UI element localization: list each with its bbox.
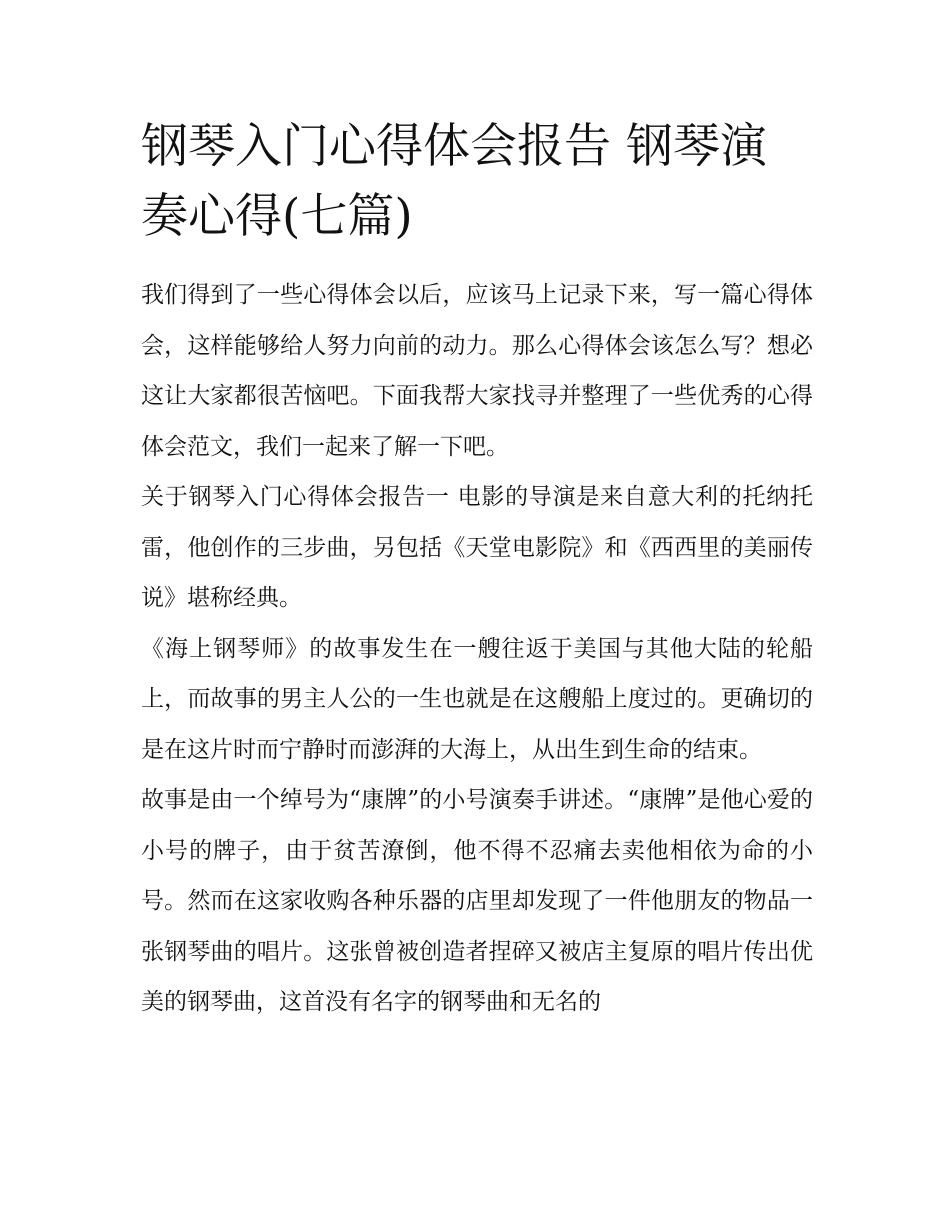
- document-page: [141, 112, 813, 1028]
- paragraph-report-one: 关于钢琴入门心得体会报告一 电影的导演是来自意大利的托纳托雷，他创作的三步曲，另包括《天堂电影院》和《西西里的美丽传说》堪称经典。: [141, 484, 813, 611]
- document-title: 钢琴入门心得体会报告 钢琴演奏心得(七篇): [141, 119, 767, 244]
- paragraph-intro: 我们得到了一些心得体会以后，应该马上记录下来，写一篇心得体会，这样能够给人努力向前的动力。那么心得体会该怎么写？想必这让大家都很苦恼吧。下面我帮大家找寻并整理了一些优秀的心得体会范文，我们一起来了解一下吧。: [141, 282, 813, 460]
- document-body: [141, 270, 813, 1028]
- paragraph-story-setting: 《海上钢琴师》的故事发生在一艘往返于美国与其他大陆的轮船上，而故事的男主人公的一生也就是在这艘船上度过的。更确切的是在这片时而宁静时而澎湃的大海上，从出生到生命的结束。: [141, 635, 813, 763]
- paragraph-narrator: 故事是由一个绰号为“康牌”的小号演奏手讲述。“康牌”是他心爱的小号的牌子，由于贫苦潦倒，他不得不忍痛去卖他相依为命的小号。然而在这家收购各种乐器的店里却发现了一件他朋友的物品一张钢琴曲的唱片。这张曾被创造者捏碎又被店主复原的唱片传出优美的钢琴曲，这首没有名字的钢琴曲和无名的: [141, 787, 813, 1015]
